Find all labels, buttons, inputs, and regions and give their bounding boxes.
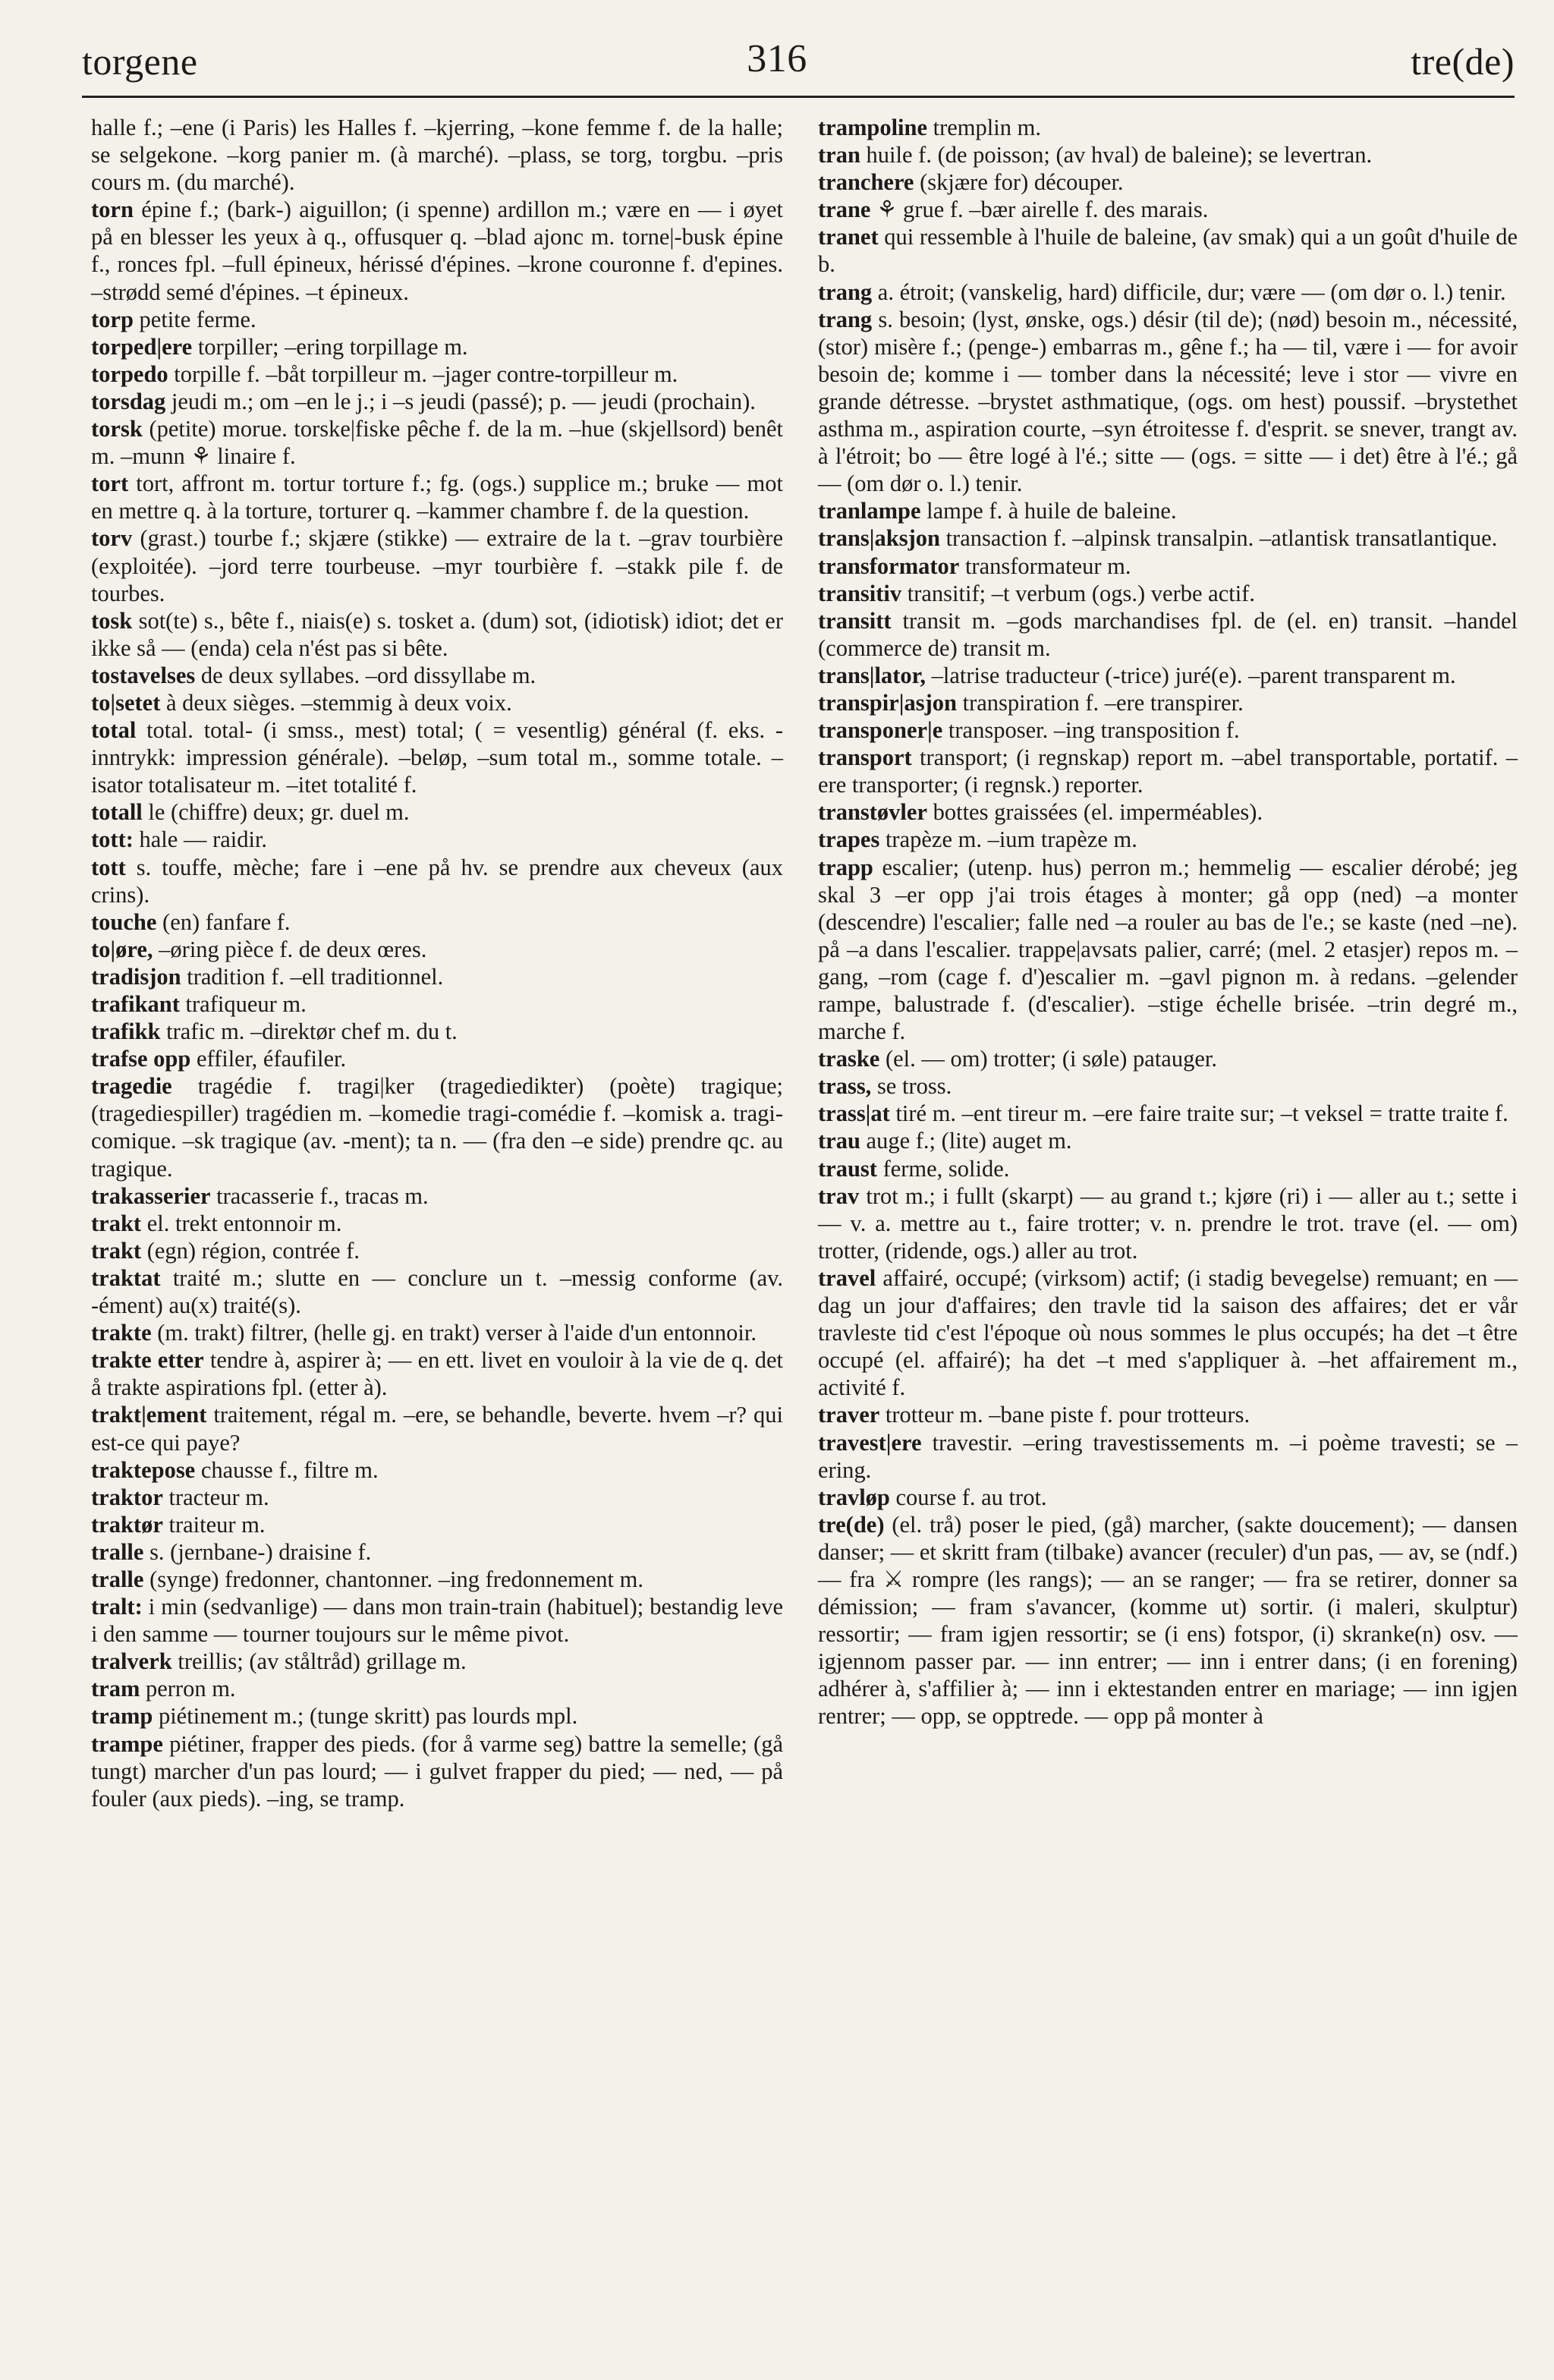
entry-headword: torped|ere	[91, 333, 193, 360]
entry-headword: transitiv	[818, 580, 902, 606]
entry-headword: transpir|asjon	[818, 689, 957, 716]
dictionary-entry	[818, 744, 1518, 798]
entry-definition: –latrise traducteur (-trice) juré(e). –parent transparent m.	[931, 662, 1456, 688]
entry-headword: travløp	[818, 1484, 890, 1510]
entry-definition: piétinement m.; (tunge skritt) pas lourds mpl.	[158, 1703, 578, 1730]
entry-definition: chausse f., filtre m.	[200, 1456, 379, 1483]
entry-definition: tradition f. –ell traditionnel.	[187, 963, 444, 990]
entry-definition: se tross.	[876, 1073, 952, 1100]
dictionary-entry	[91, 963, 783, 990]
entry-definition: traité m.; slutte en — conclure un t. –messig conforme (av. -ément) au(x) traité(s).	[91, 1264, 784, 1319]
dictionary-entry	[91, 662, 783, 689]
dictionary-entry	[818, 279, 1518, 306]
entry-headword: transitt	[818, 607, 892, 634]
entry-definition: huile f. (de poisson; (av hval) de baleine); se levertran.	[866, 142, 1373, 168]
entry-headword: transponer|e	[818, 717, 943, 744]
entry-definition: hale — raidir.	[139, 826, 268, 853]
entry-definition: transitif; –t verbum (ogs.) verbe actif.	[907, 580, 1255, 606]
dictionary-entry	[91, 1319, 783, 1346]
entry-headword: tralle	[91, 1566, 144, 1592]
entry-definition: trotteur m. –bane piste f. pour trotteurs.	[885, 1402, 1250, 1428]
dictionary-entry	[91, 1018, 783, 1045]
dictionary-entry	[91, 1702, 783, 1730]
entry-definition: le (chiffre) deux; gr. duel m.	[148, 799, 410, 826]
dictionary-entry	[818, 1401, 1518, 1428]
dictionary-entry	[91, 1182, 783, 1210]
dictionary-entry	[818, 716, 1518, 744]
dictionary-entry	[818, 1484, 1518, 1511]
entry-headword: tostavelses	[91, 662, 196, 688]
entry-headword: trang	[818, 279, 873, 305]
entry-definition: transaction f. –alpinsk transalpin. –atlantisk transatlantique.	[945, 525, 1498, 552]
entry-headword: trakt|ement	[91, 1402, 207, 1428]
entry-headword: traktør	[91, 1511, 163, 1538]
entry-definition: escalier; (utenp. hus) perron m.; hemmelig — escalier dérobé; jeg skal 3 –er opp j'ai trois étages à monter; gå opp (ned) –a monter (descendre) l'escalier; falle ned –a rouler au bas de l'e.; se kaste (ned –ne). på –a dans l'escalier. trappe|avsats palier, carré; (mel. 2 etasjer) repos m. –gang, –rom (cage f. d')escalier m. –gavl pignon m. à redans. –gelender rampe, balustrade f. (d'escalier). –stige échelle brisée. –trin degré m., marche f.	[818, 854, 1518, 1045]
dictionary-entry	[91, 306, 783, 333]
dictionary-entry	[818, 826, 1518, 853]
dictionary-entry	[818, 580, 1518, 607]
entry-headword: traktor	[91, 1484, 163, 1510]
dictionary-entry	[91, 524, 783, 606]
entry-definition: tendre à, aspirer à; — en ett. livet en vouloir à la vie de q. det å trakte aspirations fpl. (etter à).	[91, 1347, 784, 1401]
entry-headword: trau	[818, 1128, 860, 1154]
dictionary-entry	[818, 223, 1518, 278]
entry-headword: tott	[91, 854, 126, 880]
dictionary-entry	[818, 854, 1518, 1046]
entry-definition: tort, affront m. tortur torture f.; fg. (ogs.) supplice m.; bruke — mot en mettre q. à la torture, torturer q. –kammer chambre f. de la question.	[91, 471, 783, 524]
entry-headword: trans|lator,	[818, 662, 926, 688]
entry-headword: totall	[91, 799, 143, 826]
dictionary-entry	[818, 1511, 1518, 1730]
entry-headword: torsdag	[91, 388, 166, 414]
entry-headword: trafikant	[91, 991, 180, 1017]
entry-headword: trakasserier	[91, 1182, 211, 1209]
entry-definition: ⚘ grue f. –bær airelle f. des marais.	[876, 197, 1209, 223]
entry-definition: (egn) région, contrée f.	[146, 1237, 360, 1264]
entry-definition: (synge) fredonner, chantonner. –ing fredonnement m.	[149, 1566, 643, 1592]
dictionary-entry	[818, 1127, 1518, 1154]
dictionary-entry	[818, 1182, 1518, 1264]
entry-definition: jeudi m.; om –en le j.; i –s jeudi (passé); p. — jeudi (prochain).	[171, 388, 756, 414]
dictionary-entry	[818, 1264, 1518, 1401]
entry-definition: trafic m. –direktør chef m. du t.	[166, 1018, 458, 1045]
entry-definition: bottes graissées (el. imperméables).	[933, 799, 1263, 826]
dictionary-entry	[91, 1264, 783, 1319]
entry-headword: trafse opp	[91, 1046, 191, 1072]
header-rule	[82, 96, 1515, 98]
entry-headword: tralverk	[91, 1648, 172, 1675]
entry-definition: (petite) morue. torske|fiske pêche f. de la m. –hue (skjellsord) benêt m. –munn ⚘ linaire f.	[91, 416, 783, 470]
entry-headword: trakte etter	[91, 1347, 204, 1374]
entry-definition: tragédie f. tragi|ker (tragediedikter) (poète) tragique; (tragediespiller) tragédien m. –komedie tragi-comédie f. –komisk a. tragi-comique. –sk tragique (av. -ment); ta n. — (fra den –e side) prendre qc. au tragique.	[91, 1073, 783, 1182]
entry-definition: de deux syllabes. –ord dissyllabe m.	[200, 662, 536, 688]
dictionary-entry	[818, 306, 1518, 498]
entry-definition: (el. — om) trotter; (i søle) patauger.	[885, 1046, 1217, 1072]
entry-headword: tre(de)	[818, 1511, 885, 1538]
entry-headword: trane	[818, 197, 871, 223]
dictionary-entry	[818, 552, 1518, 580]
entry-headword: torpedo	[91, 360, 168, 387]
dictionary-entry	[91, 1045, 783, 1072]
dictionary-entry	[91, 826, 783, 853]
entry-definition: i min (sedvanlige) — dans mon train-train (habituel); bestandig leve i den samme — tourner toujours sur le même pivot.	[91, 1594, 783, 1648]
dictionary-entry	[818, 689, 1518, 716]
dictionary-entry	[91, 908, 783, 936]
entry-definition: qui ressemble à l'huile de baleine, (av smak) qui a un goût d'huile de b.	[818, 224, 1518, 278]
entry-headword: trass|at	[818, 1100, 890, 1127]
dictionary-entry	[818, 114, 1518, 141]
entry-headword: trafikk	[91, 1018, 161, 1045]
entry-headword: total	[91, 717, 137, 744]
entry-definition: trapèze m. –ium trapèze m.	[885, 826, 1137, 853]
entry-definition: s. touffe, mèche; fare i –ene på hv. se prendre aux cheveux (aux crins).	[91, 854, 784, 908]
dictionary-entry	[91, 1401, 783, 1456]
entry-headword: trakt	[91, 1210, 142, 1236]
dictionary-entry	[818, 196, 1518, 223]
entry-definition: (skjære for) découper.	[920, 169, 1124, 196]
entry-definition: petite ferme.	[139, 306, 256, 332]
entry-definition: torpiller; –ering torpillage m.	[197, 333, 468, 360]
entry-definition: tracasserie f., tracas m.	[216, 1182, 429, 1209]
entry-definition: trafiqueur m.	[185, 991, 307, 1017]
dictionary-entry	[91, 388, 783, 415]
dictionary-entry	[818, 607, 1518, 662]
entry-definition: tracteur m.	[168, 1484, 269, 1510]
entry-definition: transformateur m.	[964, 552, 1131, 579]
dictionary-entry	[91, 1566, 783, 1593]
entry-headword: tranlampe	[818, 498, 921, 524]
entry-definition: transport; (i regnskap) report m. –abel transportable, portatif. –ere transporter; (i regnsk.) reporter.	[818, 745, 1518, 798]
entry-definition: a. étroit; (vanskelig, hard) difficile, dur; være — (om dør o. l.) tenir.	[877, 279, 1506, 305]
entry-definition: (grast.) tourbe f.; skjære (stikke) — extraire de la t. –grav tourbière (exploitée). –jord terre tourbeuse. –myr tourbière f. –stakk pile f. de tourbes.	[91, 525, 784, 606]
entry-headword: tralt:	[91, 1594, 143, 1620]
left-column	[91, 114, 783, 1812]
dictionary-entry	[91, 333, 783, 360]
entry-headword: traktepose	[91, 1456, 196, 1483]
dictionary-entry	[91, 470, 783, 524]
entry-headword: torp	[91, 306, 134, 332]
entry-definition: el. trekt entonnoir m.	[146, 1210, 342, 1236]
entry-definition: s. besoin; (lyst, ønske, ogs.) désir (til de); (nød) besoin m., nécessité, (stor) misère f.; (penge-) embarras m., gêne f.; ha — til, være i — for avoir besoin de; komme i — tomber dans la nécessité; leve i stor — vivre en grande détresse. –brystet asthmatique, (ogs. om hest) poussif. –brystethet asthma m., aspiration courte, –syn étroitesse f. d'esprit. se snever, trangt av. à l'étroit; bo — être logé à l'é.; sitte — (ogs. = sitte — i det) être à l'é.; gå — (om dør o. l.) tenir.	[818, 306, 1518, 497]
entry-headword: tragedie	[91, 1073, 172, 1100]
dictionary-entry	[91, 196, 783, 305]
entry-headword: tran	[818, 142, 860, 168]
dictionary-entry	[91, 854, 783, 908]
entry-headword: transtøvler	[818, 799, 927, 826]
entry-headword: tort	[91, 471, 129, 497]
entry-headword: trang	[818, 306, 873, 332]
entry-headword: torv	[91, 525, 133, 552]
dictionary-entry	[818, 497, 1518, 524]
dictionary-entry	[818, 168, 1518, 196]
dictionary-entry	[818, 1072, 1518, 1100]
page-number: 316	[747, 37, 807, 80]
entry-definition: (m. trakt) filtrer, (helle gj. en trakt) verser à l'aide d'un entonnoir.	[157, 1320, 757, 1346]
entry-definition: transpiration f. –ere transpirer.	[962, 689, 1244, 716]
entry-definition: travestir. –ering travestissements m. –i poème travesti; se –ering.	[818, 1429, 1518, 1483]
entry-definition: treillis; (av ståltråd) grillage m.	[178, 1648, 467, 1675]
entry-definition: traitement, régal m. –ere, se behandle, beverte. hvem –r? qui est-ce qui paye?	[91, 1402, 784, 1456]
entry-headword: transport	[818, 745, 912, 771]
entry-definition: affairé, occupé; (virksom) actif; (i stadig bevegelse) remuant; en — dag un jour d'affaires; den travle tid la saison des affaires; det er vår travleste tid c'est l'époque où nous sommes le plus occupés; ha det –t être occupé (el. affairé); ha det –t med s'appliquer à. –het affairement m., activité f.	[818, 1264, 1518, 1401]
entry-headword: trampoline	[818, 115, 928, 140]
dictionary-entry	[91, 990, 783, 1018]
entry-headword: trampe	[91, 1730, 163, 1757]
dictionary-entry	[818, 662, 1518, 689]
entry-headword: traust	[818, 1155, 877, 1182]
entry-headword: torn	[91, 197, 134, 223]
entry-headword: to|øre,	[91, 936, 153, 962]
entry-definition: –øring pièce f. de deux œres.	[159, 936, 427, 962]
dictionary-entry	[91, 1484, 783, 1511]
dictionary-entry	[818, 1045, 1518, 1072]
dictionary-entry	[818, 1155, 1518, 1182]
entry-headword: to|setet	[91, 689, 161, 716]
entry-definition: auge f.; (lite) auget m.	[866, 1128, 1072, 1154]
dictionary-entry	[91, 689, 783, 716]
dictionary-entry	[818, 1429, 1518, 1484]
entry-definition: halle f.; –ene (i Paris) les Halles f. –kjerring, –kone femme f. de la halle; se selgekone. –korg panier m. (à marché). –plass, se torg, torgbu. –pris cours m. (du marché).	[91, 115, 783, 196]
entry-headword: trass,	[818, 1073, 872, 1100]
dictionary-entry	[91, 415, 783, 470]
entry-definition: s. (jernbane-) draisine f.	[149, 1538, 372, 1565]
dictionary-entry	[818, 141, 1518, 168]
entry-headword: travest|ere	[818, 1429, 922, 1456]
dictionary-entry	[91, 607, 783, 662]
entry-headword: trav	[818, 1182, 860, 1209]
right-column	[818, 114, 1518, 1730]
dictionary-entry	[91, 936, 783, 963]
dictionary-entry	[91, 114, 783, 196]
entry-definition: transit m. –gods marchandises fpl. de (el. en) transit. –handel (commerce de) transit m.	[818, 607, 1518, 661]
entry-definition: torpille f. –båt torpilleur m. –jager contre-torpilleur m.	[174, 360, 678, 387]
entry-headword: traske	[818, 1046, 880, 1072]
dictionary-entry	[91, 360, 783, 388]
entry-definition: transposer. –ing transposition f.	[948, 717, 1240, 744]
entry-headword: tram	[91, 1676, 140, 1702]
dictionary-entry	[91, 1538, 783, 1566]
entry-definition: ferme, solide.	[882, 1155, 1010, 1182]
entry-definition: total. total- (i smss., mest) total; ( = vesentlig) général (f. eks. -inntrykk: impression générale). –beløp, –sum total m., somme totale. –isator totalisateur m. –itet totalité f.	[91, 717, 784, 798]
entry-headword: trakte	[91, 1320, 152, 1346]
entry-definition: lampe f. à huile de baleine.	[926, 498, 1177, 524]
dictionary-entry	[91, 1648, 783, 1675]
entry-definition: sot(te) s., bête f., niais(e) s. tosket a. (dum) sot, (idiotisk) idiot; det er ikke så — (enda) cela n'ést pas si bête.	[91, 607, 783, 661]
entry-headword: transformator	[818, 552, 960, 579]
entry-definition: course f. au trot.	[895, 1484, 1047, 1510]
entry-headword: tralle	[91, 1538, 144, 1565]
entry-definition: perron m.	[145, 1676, 236, 1702]
dictionary-entry	[91, 716, 783, 798]
dictionary-entry	[91, 1593, 783, 1648]
entry-headword: tradisjon	[91, 963, 181, 990]
entry-headword: tramp	[91, 1703, 153, 1730]
left-guide-word: torgene	[82, 40, 198, 83]
dictionary-entry	[818, 1100, 1518, 1127]
entry-definition: traiteur m.	[168, 1511, 266, 1538]
entry-definition: épine f.; (bark-) aiguillon; (i spenne) ardillon m.; være en — i øyet på en blesser les yeux à q., offusquer q. –blad ajonc m. torne|-busk épine f., ronces fpl. –full épineux, hérissé d'épines. –krone couronne f. d'epines. –strødd semé d'épines. –t épineux.	[91, 197, 783, 305]
dictionary-entry	[91, 1511, 783, 1538]
right-guide-word: tre(de)	[1411, 40, 1515, 83]
entry-headword: touche	[91, 908, 157, 935]
entry-definition: effiler, éfaufiler.	[196, 1046, 347, 1072]
entry-headword: trans|aksjon	[818, 525, 940, 552]
dictionary-entry	[818, 524, 1518, 552]
dictionary-entry	[91, 1730, 783, 1812]
entry-headword: traktat	[91, 1264, 161, 1291]
entry-headword: torsk	[91, 416, 143, 442]
dictionary-entry	[91, 1210, 783, 1237]
entry-headword: tosk	[91, 607, 133, 634]
entry-headword: travel	[818, 1264, 876, 1291]
entry-definition: (el. trå) poser le pied, (gå) marcher, (sakte doucement); — dansen danser; — et skritt fram (tilbake) avancer (reculer) d'un pas, — av, se (ndf.) — fra ⚔ rompre (les rangs); — an se ranger; — fra se retirer, donner sa démission; — fram s'avancer, (komme ut) sortir. (i maleri, skulptur) ressortir; — fram igjen ressortir; se (i ens) fotspor, (i) skranke(n) osv. — igjennom passer par. — inn entrer; — inn i entrer dans; (i en forening) adhérer à, s'affilier à; — inn i ektestanden entrer en mariage; — inn igjen rentrer; — opp, se opptrede. — opp på monter à	[818, 1511, 1518, 1730]
entry-headword: tranchere	[818, 169, 914, 196]
entry-headword: tranet	[818, 224, 879, 250]
entry-headword: trapes	[818, 826, 880, 853]
dictionary-entry	[91, 1237, 783, 1264]
dictionary-entry	[91, 1675, 783, 1702]
entry-definition: tiré m. –ent tireur m. –ere faire traite sur; –t veksel = tratte traite f.	[895, 1100, 1508, 1127]
entry-definition: trot m.; i fullt (skarpt) — au grand t.; kjøre (ri) i — aller au t.; sette i — v. a. mettre au t., faire trotter; v. n. prendre le trot. trave (el. — om) trotter, (ridende, ogs.) aller au trot.	[818, 1182, 1518, 1264]
entry-definition: à deux sièges. –stemmig à deux voix.	[166, 689, 512, 716]
entry-headword: traver	[818, 1402, 880, 1428]
entry-headword: trapp	[818, 854, 873, 880]
entry-headword: trakt	[91, 1237, 142, 1264]
dictionary-entry	[91, 1346, 783, 1401]
entry-headword: tott:	[91, 826, 134, 853]
entry-definition: piétiner, frapper des pieds. (for å varme seg) battre la semelle; (gå tungt) marcher d'un pas lourd; — i gulvet frapper du pied; — ned, — på fouler (aux pieds). –ing, se tramp.	[91, 1730, 783, 1812]
entry-definition: (en) fanfare f.	[162, 908, 291, 935]
dictionary-entry	[91, 1456, 783, 1484]
dictionary-entry	[818, 798, 1518, 826]
dictionary-entry	[91, 798, 783, 826]
dictionary-entry	[91, 1072, 783, 1182]
entry-definition: tremplin m.	[933, 115, 1041, 140]
